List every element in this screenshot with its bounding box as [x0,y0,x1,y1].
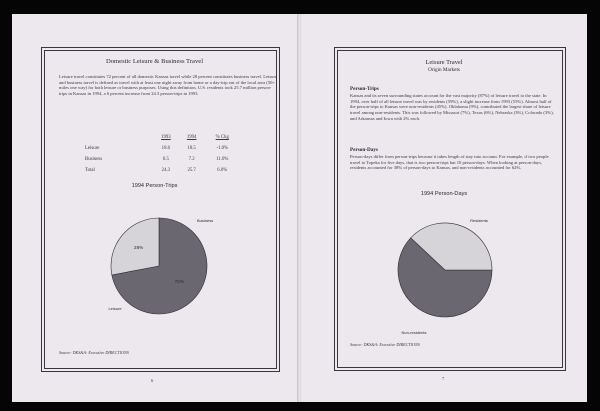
pie-category-label: Residents [470,218,488,223]
row-label: Business [85,157,103,162]
pie-category-label: Leisure [108,306,122,311]
cell-chg: 6.0% [217,168,228,173]
pie-category-label: Business [197,218,214,223]
right-page [301,14,587,402]
pie-data-label: 72% [174,278,184,284]
row-label: Leisure [85,146,100,151]
pie-data-label: 28% [134,245,144,251]
right-page-subheading: Origin Markets [428,67,460,73]
left-page-paragraph: Leisure travel constitutes 72 percent of all domestic Kansas travel while 28 percent constitutes business travel. Leisure and business travel is defined as travel with at least one night away from home or a day-trip out of the local area (50+ miles one way) for both leisure or business purposes. Using this definition, U.S. residents took 25.7 million person-trips in Kansas in 1994, a 6 percent increase from 24.3 person-trips in 1993. [59,74,278,97]
cell-1994: 25.7 [187,168,196,173]
person-trips-pie-chart [87,194,247,324]
cell-1993: 6.5 [162,157,169,162]
person-days-chart-title: 1994 Person-Days [420,191,468,197]
table-header-row [85,132,240,143]
person-days-heading: Person-Days [350,147,378,153]
left-page-heading: Domestic Leisure & Business Travel [105,58,204,65]
right-page-heading: Leisure Travel [425,59,463,66]
table-row [85,143,240,154]
left-page-number: 6 [151,378,154,383]
cell-chg: 11.0% [216,157,229,162]
right-source-note: Source: DKS&A: Executive DIRECTIONS [350,342,420,347]
row-label: Total [85,168,95,173]
cell-1993: 24.3 [161,168,171,173]
right-page-number: 7 [442,376,445,381]
table-row [85,154,240,165]
left-source-note: Source: DKS&A: Executive DIRECTIONS [59,350,129,355]
person-days-pie-chart [369,202,529,335]
person-days-paragraph: Person-days differ from person-trips because it takes length of stay into account. For example, if two people travel to Topeka for five days, that is two person-trips but 10 person-days. When looking at person-days, residents accounted for 38% of person-days to Kansas, and non-residents accounted for 62%. [350,154,549,171]
cell-1993: 18.6 [161,146,171,151]
person-trips-chart-title: 1994 Person-Trips [131,183,178,189]
cell-chg: -1.0% [216,146,229,151]
cell-1994: 18.5 [187,146,196,151]
table-header-cell [85,132,153,143]
table-row [85,165,240,176]
table-header-cell: % Chg [215,135,229,140]
table-header-cell: 1993 [161,135,171,140]
cell-1994: 7.2 [188,157,195,162]
pie-category-label: Non-residents [401,330,427,335]
travel-table [85,132,240,176]
person-trips-heading: Person-Trips [350,86,379,92]
person-trips-paragraph: Kansas and its seven surrounding states account for the vast majority (87%) of leisure travel to the state. In 1994, over half of all leisure travel was by residents (59%), a slight increase from 1993 (55%). Almost half of the person-trips to Kansas were non-residents (45%). Oklahoma (9%), contributed the largest share of leisure travel among non-residents. This was followed by Missouri (7%), Texas (6%), Nebraska (3%), Colorado (3%), and Arkansas and Iowa with 2% each. [350,93,554,121]
left-page [12,14,297,402]
table-header-cell: 1994 [186,135,197,140]
